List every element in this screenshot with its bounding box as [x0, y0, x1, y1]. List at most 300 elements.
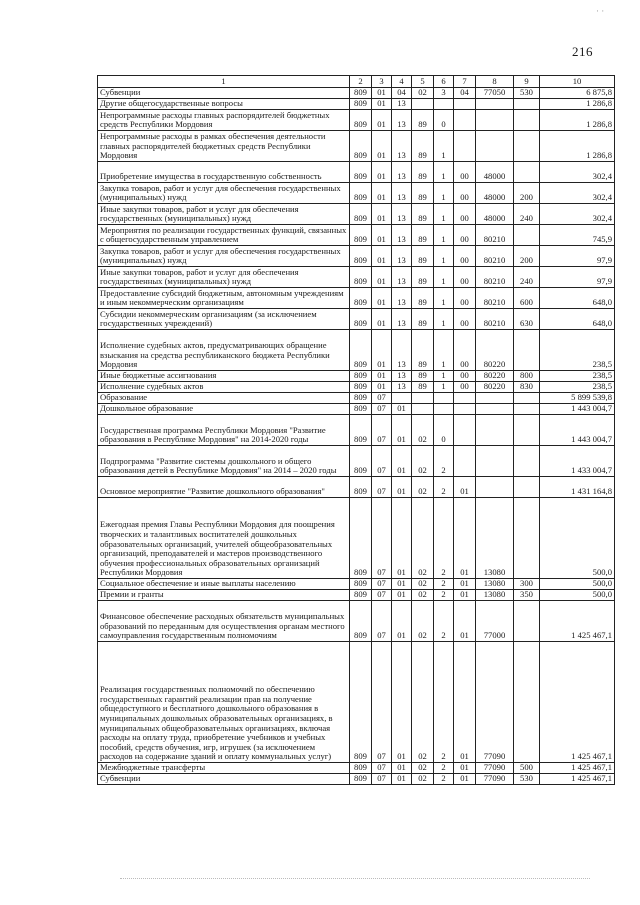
cell-code-expense-type	[514, 404, 540, 415]
cell-code-section: 07	[372, 446, 392, 477]
cell-item-name: Ежегодная премия Главы Республики Мордовия для поощрения творческих и талантливых воспитателей дошкольных образовательных организаций, учителей общеобразовательных организаций, преподавателей и мастеров производственного обучения профессиональных образовательных организаций Республики Мордовия	[98, 498, 350, 579]
cell-code-program: 89	[412, 371, 434, 382]
cell-code-event: 00	[454, 246, 476, 267]
cell-code-direction: 80220	[476, 330, 514, 371]
cell-code-event	[454, 404, 476, 415]
cell-item-name: Непрограммные расходы главных распорядителей бюджетных средств Республики Мордовия	[98, 110, 350, 131]
cell-item-name: Иные закупки товаров, работ и услуг для обеспечения государственных (муниципальных) нужд	[98, 204, 350, 225]
cell-code-section: 07	[372, 774, 392, 785]
cell-code-expense-type	[514, 162, 540, 183]
cell-code-subsection: 13	[392, 204, 412, 225]
cell-code-subsection: 13	[392, 99, 412, 110]
cell-code-subprogram: 0	[434, 415, 454, 446]
cell-code-expense-type: 240	[514, 267, 540, 288]
cell-code-program: 89	[412, 225, 434, 246]
cell-code-ministry: 809	[350, 404, 372, 415]
table-row	[98, 393, 615, 404]
cell-code-ministry: 809	[350, 774, 372, 785]
cell-code-direction: 48000	[476, 162, 514, 183]
cell-code-expense-type	[514, 393, 540, 404]
cell-code-program: 02	[412, 415, 434, 446]
cell-code-event: 00	[454, 382, 476, 393]
cell-code-program: 89	[412, 131, 434, 162]
cell-item-name: Субсидии некоммерческим организациям (за исключением государственных учреждений)	[98, 309, 350, 330]
cell-amount: 5 899 539,8	[540, 393, 615, 404]
cell-code-ministry: 809	[350, 131, 372, 162]
cell-code-ministry: 809	[350, 246, 372, 267]
cell-code-section: 07	[372, 393, 392, 404]
cell-code-program: 89	[412, 110, 434, 131]
cell-code-subsection: 13	[392, 288, 412, 309]
cell-amount: 238,5	[540, 371, 615, 382]
cell-item-name: Иные бюджетные ассигнования	[98, 371, 350, 382]
table-row	[98, 371, 615, 382]
cell-code-direction: 48000	[476, 204, 514, 225]
cell-code-section: 01	[372, 267, 392, 288]
cell-code-section: 07	[372, 590, 392, 601]
cell-code-subsection: 01	[392, 590, 412, 601]
cell-code-subsection: 01	[392, 498, 412, 579]
cell-code-ministry: 809	[350, 763, 372, 774]
cell-code-subprogram	[434, 393, 454, 404]
cell-code-event	[454, 446, 476, 477]
cell-amount: 1 425 467,1	[540, 763, 615, 774]
header-cell: 7	[454, 76, 476, 88]
table-row	[98, 415, 615, 446]
cell-code-subprogram: 2	[434, 477, 454, 498]
cell-amount: 1 431 164,8	[540, 477, 615, 498]
cell-code-subprogram: 2	[434, 498, 454, 579]
cell-item-name: Финансовое обеспечение расходных обязательств муниципальных образований по переданным для осуществления органам местного самоуправления государственным полномочиям	[98, 601, 350, 642]
cell-code-subsection: 01	[392, 579, 412, 590]
header-cell: 9	[514, 76, 540, 88]
table-row	[98, 404, 615, 415]
cell-code-expense-type: 530	[514, 88, 540, 99]
cell-code-subsection: 01	[392, 601, 412, 642]
cell-item-name: Исполнение судебных актов	[98, 382, 350, 393]
table-row	[98, 225, 615, 246]
cell-code-ministry: 809	[350, 579, 372, 590]
cell-code-direction: 80210	[476, 246, 514, 267]
table-row	[98, 131, 615, 162]
cell-code-subprogram: 1	[434, 288, 454, 309]
cell-item-name: Непрограммные расходы в рамках обеспечения деятельности главных распорядителей бюджетных средств Республики Мордовия	[98, 131, 350, 162]
budget-table	[97, 75, 615, 785]
cell-item-name: Подпрограмма "Развитие системы дошкольного и общего образования детей в Республике Мордовия" на 2014 – 2020 годы	[98, 446, 350, 477]
cell-code-subprogram: 1	[434, 162, 454, 183]
cell-code-subprogram: 1	[434, 204, 454, 225]
cell-code-section: 07	[372, 415, 392, 446]
cell-code-subsection: 04	[392, 88, 412, 99]
header-cell: 6	[434, 76, 454, 88]
cell-amount: 1 286,8	[540, 131, 615, 162]
cell-code-section: 01	[372, 88, 392, 99]
cell-code-subsection: 13	[392, 330, 412, 371]
cell-code-subprogram: 1	[434, 382, 454, 393]
cell-code-event: 00	[454, 225, 476, 246]
cell-code-program: 02	[412, 601, 434, 642]
cell-code-expense-type: 200	[514, 183, 540, 204]
header-cell: 1	[98, 76, 350, 88]
cell-code-ministry: 809	[350, 382, 372, 393]
cell-amount: 1 286,8	[540, 110, 615, 131]
cell-code-event: 01	[454, 579, 476, 590]
cell-code-subsection: 13	[392, 382, 412, 393]
cell-code-program: 89	[412, 309, 434, 330]
cell-code-direction: 77090	[476, 642, 514, 763]
cell-item-name: Образование	[98, 393, 350, 404]
cell-code-expense-type: 600	[514, 288, 540, 309]
cell-item-name: Межбюджетные трансферты	[98, 763, 350, 774]
cell-code-subprogram: 1	[434, 225, 454, 246]
cell-code-direction	[476, 446, 514, 477]
cell-code-section: 07	[372, 601, 392, 642]
cell-code-ministry: 809	[350, 110, 372, 131]
table-row	[98, 446, 615, 477]
table-row	[98, 774, 615, 785]
cell-code-direction: 80220	[476, 382, 514, 393]
header-cell: 5	[412, 76, 434, 88]
cell-code-event: 00	[454, 267, 476, 288]
cell-code-ministry: 809	[350, 498, 372, 579]
cell-code-section: 01	[372, 162, 392, 183]
cell-code-subsection: 13	[392, 267, 412, 288]
cell-code-subprogram: 1	[434, 371, 454, 382]
cell-code-expense-type	[514, 477, 540, 498]
cell-code-subsection: 01	[392, 415, 412, 446]
page-bottom-rule	[120, 878, 590, 880]
cell-code-program: 02	[412, 498, 434, 579]
cell-code-expense-type: 200	[514, 246, 540, 267]
cell-code-program: 89	[412, 267, 434, 288]
table-row	[98, 204, 615, 225]
corner-mark: · ·	[596, 6, 605, 16]
cell-code-subprogram: 1	[434, 183, 454, 204]
cell-code-event: 01	[454, 642, 476, 763]
cell-code-subprogram: 2	[434, 642, 454, 763]
cell-code-program: 89	[412, 382, 434, 393]
table-row	[98, 162, 615, 183]
cell-code-direction: 77090	[476, 763, 514, 774]
table-row	[98, 309, 615, 330]
cell-code-direction: 13080	[476, 579, 514, 590]
cell-amount: 1 286,8	[540, 99, 615, 110]
cell-code-program: 89	[412, 246, 434, 267]
cell-code-event: 00	[454, 330, 476, 371]
cell-code-section: 01	[372, 288, 392, 309]
cell-code-subprogram: 2	[434, 446, 454, 477]
cell-amount: 302,4	[540, 162, 615, 183]
cell-code-direction: 80210	[476, 267, 514, 288]
cell-code-expense-type	[514, 642, 540, 763]
cell-code-direction	[476, 110, 514, 131]
cell-code-program: 02	[412, 590, 434, 601]
cell-code-subsection: 01	[392, 774, 412, 785]
header-cell: 8	[476, 76, 514, 88]
cell-item-name: Мероприятия по реализации государственных функций, связанных с общегосударственным управлением	[98, 225, 350, 246]
cell-code-event: 00	[454, 371, 476, 382]
cell-code-section: 01	[372, 371, 392, 382]
table-row	[98, 110, 615, 131]
cell-amount: 500,0	[540, 590, 615, 601]
cell-code-section: 07	[372, 642, 392, 763]
cell-code-direction: 48000	[476, 183, 514, 204]
cell-code-event: 04	[454, 88, 476, 99]
cell-code-expense-type	[514, 110, 540, 131]
cell-code-subprogram: 2	[434, 763, 454, 774]
cell-code-direction	[476, 404, 514, 415]
header-cell: 2	[350, 76, 372, 88]
cell-code-expense-type: 830	[514, 382, 540, 393]
cell-amount: 1 433 004,7	[540, 446, 615, 477]
cell-code-event	[454, 110, 476, 131]
cell-code-direction	[476, 393, 514, 404]
cell-code-ministry: 809	[350, 183, 372, 204]
cell-code-program: 02	[412, 763, 434, 774]
cell-item-name: Государственная программа Республики Мордовия "Развитие образования в Республике Мордовия" на 2014-2020 годы	[98, 415, 350, 446]
cell-code-section: 01	[372, 382, 392, 393]
cell-code-direction: 77090	[476, 774, 514, 785]
cell-amount: 97,9	[540, 246, 615, 267]
cell-code-ministry: 809	[350, 446, 372, 477]
cell-code-expense-type	[514, 415, 540, 446]
cell-code-subprogram: 2	[434, 579, 454, 590]
cell-code-program: 02	[412, 88, 434, 99]
cell-code-section: 07	[372, 477, 392, 498]
header-cell: 3	[372, 76, 392, 88]
table-row	[98, 590, 615, 601]
cell-code-subsection	[392, 393, 412, 404]
cell-code-ministry: 809	[350, 415, 372, 446]
cell-code-section: 07	[372, 498, 392, 579]
cell-code-direction: 80210	[476, 309, 514, 330]
cell-code-program	[412, 393, 434, 404]
cell-code-expense-type	[514, 498, 540, 579]
cell-code-event	[454, 415, 476, 446]
cell-amount: 1 425 467,1	[540, 642, 615, 763]
cell-code-ministry: 809	[350, 590, 372, 601]
cell-code-section: 07	[372, 579, 392, 590]
cell-code-ministry: 809	[350, 309, 372, 330]
table-row	[98, 601, 615, 642]
cell-amount: 302,4	[540, 183, 615, 204]
cell-code-event: 01	[454, 590, 476, 601]
cell-code-subsection: 13	[392, 225, 412, 246]
cell-code-ministry: 809	[350, 99, 372, 110]
cell-code-expense-type	[514, 99, 540, 110]
cell-code-program: 02	[412, 774, 434, 785]
cell-code-expense-type: 350	[514, 590, 540, 601]
cell-amount: 648,0	[540, 309, 615, 330]
cell-code-subsection: 13	[392, 183, 412, 204]
cell-code-expense-type	[514, 131, 540, 162]
cell-amount: 1 425 467,1	[540, 774, 615, 785]
cell-code-event: 00	[454, 288, 476, 309]
cell-item-name: Закупка товаров, работ и услуг для обеспечения государственных (муниципальных) нужд	[98, 246, 350, 267]
cell-code-direction: 77050	[476, 88, 514, 99]
cell-code-section: 01	[372, 225, 392, 246]
cell-code-program: 89	[412, 204, 434, 225]
cell-code-expense-type	[514, 601, 540, 642]
cell-code-program: 89	[412, 162, 434, 183]
cell-item-name: Другие общегосударственные вопросы	[98, 99, 350, 110]
cell-amount: 1 443 004,7	[540, 404, 615, 415]
cell-code-event: 01	[454, 601, 476, 642]
cell-code-expense-type: 500	[514, 763, 540, 774]
cell-code-event: 00	[454, 162, 476, 183]
cell-code-ministry: 809	[350, 477, 372, 498]
cell-item-name: Исполнение судебных актов, предусматривающих обращение взыскания на средства республиканского бюджета Республики Мордовия	[98, 330, 350, 371]
cell-code-direction: 80220	[476, 371, 514, 382]
table-header-row	[98, 76, 615, 88]
cell-code-direction: 13080	[476, 498, 514, 579]
cell-code-direction	[476, 477, 514, 498]
table-row	[98, 99, 615, 110]
table-row	[98, 642, 615, 763]
cell-item-name: Реализация государственных полномочий по обеспечению государственных гарантий реализации прав на получение общедоступного и бесплатного дошкольного образования в муниципальных дошкольных образовательных организациях, в муниципальных общеобразовательных организациях, включая расходы на оплату труда, приобретение учебников и учебных пособий, средств обучения, игр, игрушек (за исключением расходов на содержание зданий и оплату коммунальных услуг)	[98, 642, 350, 763]
cell-code-direction	[476, 99, 514, 110]
table-row	[98, 330, 615, 371]
cell-code-subprogram: 3	[434, 88, 454, 99]
cell-code-event: 00	[454, 309, 476, 330]
header-cell: 4	[392, 76, 412, 88]
cell-code-event: 00	[454, 204, 476, 225]
cell-code-subprogram: 1	[434, 131, 454, 162]
cell-code-subprogram: 1	[434, 267, 454, 288]
cell-code-expense-type: 630	[514, 309, 540, 330]
cell-amount: 500,0	[540, 579, 615, 590]
cell-code-direction	[476, 415, 514, 446]
cell-code-expense-type: 240	[514, 204, 540, 225]
table-row	[98, 288, 615, 309]
cell-code-section: 01	[372, 99, 392, 110]
cell-code-subprogram	[434, 99, 454, 110]
cell-code-subsection: 13	[392, 110, 412, 131]
cell-code-direction: 80210	[476, 225, 514, 246]
cell-code-ministry: 809	[350, 267, 372, 288]
cell-code-subsection: 13	[392, 371, 412, 382]
cell-code-section: 01	[372, 204, 392, 225]
cell-item-name: Премии и гранты	[98, 590, 350, 601]
cell-item-name: Субвенции	[98, 774, 350, 785]
cell-item-name: Предоставление субсидий бюджетным, автономным учреждениям и иным некоммерческим организациям	[98, 288, 350, 309]
cell-code-expense-type	[514, 330, 540, 371]
table-row	[98, 477, 615, 498]
cell-code-subsection: 01	[392, 446, 412, 477]
cell-code-program: 02	[412, 579, 434, 590]
cell-code-program	[412, 99, 434, 110]
table-row	[98, 267, 615, 288]
cell-code-subprogram: 1	[434, 330, 454, 371]
cell-code-event	[454, 393, 476, 404]
cell-amount: 97,9	[540, 267, 615, 288]
cell-code-program: 02	[412, 446, 434, 477]
cell-code-direction	[476, 131, 514, 162]
cell-code-subprogram: 0	[434, 110, 454, 131]
cell-code-ministry: 809	[350, 88, 372, 99]
cell-code-program: 89	[412, 330, 434, 371]
cell-code-subprogram: 2	[434, 774, 454, 785]
cell-item-name: Дошкольное образование	[98, 404, 350, 415]
cell-amount: 500,0	[540, 498, 615, 579]
cell-code-program: 89	[412, 183, 434, 204]
cell-code-event	[454, 131, 476, 162]
cell-code-subprogram: 2	[434, 601, 454, 642]
cell-code-subprogram: 1	[434, 246, 454, 267]
cell-code-section: 07	[372, 763, 392, 774]
cell-code-event	[454, 99, 476, 110]
page-number: 216	[572, 44, 593, 59]
cell-item-name: Социальное обеспечение и иные выплаты населению	[98, 579, 350, 590]
cell-code-subsection: 01	[392, 763, 412, 774]
cell-code-ministry: 809	[350, 225, 372, 246]
cell-code-subsection: 01	[392, 404, 412, 415]
cell-code-ministry: 809	[350, 393, 372, 404]
cell-amount: 238,5	[540, 330, 615, 371]
cell-amount: 302,4	[540, 204, 615, 225]
table-row	[98, 498, 615, 579]
table-row	[98, 183, 615, 204]
cell-amount: 1 425 467,1	[540, 601, 615, 642]
cell-code-expense-type	[514, 225, 540, 246]
cell-code-section: 07	[372, 404, 392, 415]
cell-code-subsection: 13	[392, 309, 412, 330]
cell-code-event: 01	[454, 477, 476, 498]
cell-item-name: Закупка товаров, работ и услуг для обеспечения государственных (муниципальных) нужд	[98, 183, 350, 204]
table-row	[98, 88, 615, 99]
cell-code-subsection: 01	[392, 642, 412, 763]
cell-code-event: 01	[454, 763, 476, 774]
cell-code-direction: 13080	[476, 590, 514, 601]
cell-amount: 6 875,8	[540, 88, 615, 99]
cell-code-subsection: 13	[392, 162, 412, 183]
cell-code-event: 01	[454, 774, 476, 785]
cell-code-subsection: 13	[392, 246, 412, 267]
cell-code-section: 01	[372, 110, 392, 131]
cell-code-section: 01	[372, 183, 392, 204]
cell-code-section: 01	[372, 330, 392, 371]
cell-item-name: Иные закупки товаров, работ и услуг для обеспечения государственных (муниципальных) нужд	[98, 267, 350, 288]
cell-code-subprogram: 1	[434, 309, 454, 330]
cell-code-expense-type: 530	[514, 774, 540, 785]
cell-amount: 1 443 004,7	[540, 415, 615, 446]
cell-amount: 745,9	[540, 225, 615, 246]
cell-code-program: 02	[412, 477, 434, 498]
cell-code-event: 01	[454, 498, 476, 579]
cell-code-ministry: 809	[350, 162, 372, 183]
cell-code-expense-type: 300	[514, 579, 540, 590]
cell-code-expense-type	[514, 446, 540, 477]
cell-code-section: 01	[372, 246, 392, 267]
table-row	[98, 382, 615, 393]
table-row	[98, 246, 615, 267]
cell-code-ministry: 809	[350, 601, 372, 642]
cell-amount: 238,5	[540, 382, 615, 393]
header-cell: 10	[540, 76, 615, 88]
table-body	[98, 88, 615, 785]
cell-code-ministry: 809	[350, 371, 372, 382]
cell-code-program: 02	[412, 642, 434, 763]
cell-code-program: 89	[412, 288, 434, 309]
table-row	[98, 579, 615, 590]
cell-code-subprogram: 2	[434, 590, 454, 601]
cell-code-program	[412, 404, 434, 415]
cell-code-subprogram	[434, 404, 454, 415]
cell-item-name: Основное мероприятие "Развитие дошкольного образования"	[98, 477, 350, 498]
cell-code-section: 01	[372, 309, 392, 330]
cell-code-subsection: 13	[392, 131, 412, 162]
cell-code-ministry: 809	[350, 288, 372, 309]
